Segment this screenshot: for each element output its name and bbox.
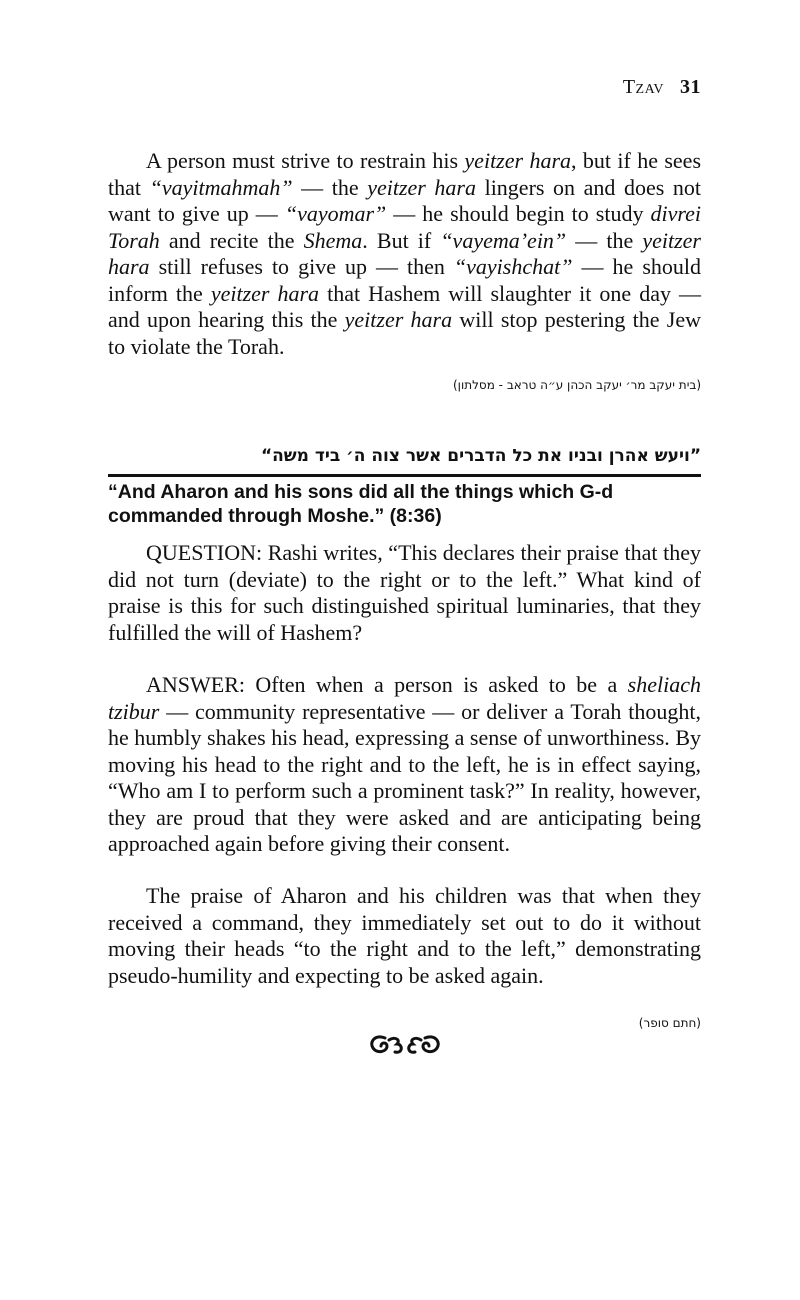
answer-paragraph: ANSWER: Often when a person is asked to be a sheliach tzibur — community representative — or deliver a Torah thought, he humbly shakes his head, expressing a sense of unworthiness. By moving his head to the right and to the left, he is in effect saying, “Who am I to perform such a prominent task?” In reality, however, they are proud that they were asked and are anticipating being approached again before giving their consent.	[108, 672, 701, 856]
italic-term: divrei Torah	[108, 201, 701, 253]
verse-source-citation: (חתם סופר)	[638, 1016, 701, 1030]
italic-term: sheliach tzibur	[108, 672, 701, 724]
intro-paragraph: A person must strive to restrain his yeitzer hara, but if he sees that “vayitmahmah” — the yeitzer hara lingers on and does not want to give up — “vayomar” — he should begin to study divrei Torah and recite the Shema. But if “vayema’ein” — the yeitzer hara still refuses to give up — then “vayishchat” — he should inform the yeitzer hara that Hashem will slaughter it one day — and upon hearing this the yeitzer hara will stop pestering the Jew to violate the Torah.	[108, 148, 702, 359]
fleuron-ornament-icon	[108, 1030, 701, 1067]
fleuron-ornament-svg	[365, 1030, 445, 1060]
conclusion-paragraph: The praise of Aharon and his children was that when they received a command, they immediately set out to do it without moving their heads “to the right and to the left,” demonstrating pseudo-humility and expecting to be asked again.	[108, 883, 701, 988]
hebrew-verse-heading: ”ויעש אהרן ובניו את כל הדברים אשר צוה ה׳ ביד משה“	[260, 446, 701, 466]
question-paragraph: QUESTION: Rashi writes, “This declares their praise that they did not turn (deviate) to the right or to the left.” What kind of praise is this for such distinguished spiritual luminaries, that they fulfilled the will of Hashem?	[108, 540, 701, 645]
italic-term: “vayishchat”	[453, 254, 573, 279]
italic-term: “vayomar”	[284, 201, 387, 226]
intro-source-citation: (בית יעקב מר׳ יעקב הכהן ע״ה טראב - מסלתון)	[453, 378, 701, 392]
running-head-title: Tzav	[622, 76, 664, 98]
english-verse-heading: “And Aharon and his sons did all the things which G-d commanded through Moshe.” (8:36)	[108, 481, 614, 527]
heading-divider	[108, 474, 701, 477]
italic-term: yeitzer hara	[367, 174, 476, 200]
italic-term: “vayitmahmah”	[149, 174, 293, 200]
italic-term: “vayema’ein”	[440, 227, 567, 253]
italic-term: yeitzer hara	[344, 307, 453, 332]
italic-term: yeitzer hara	[108, 227, 701, 279]
italic-term: yeitzer hara	[210, 280, 320, 306]
page-number: 31	[680, 76, 701, 98]
running-head	[623, 76, 701, 99]
italic-term: yeitzer hara	[464, 148, 572, 173]
italic-term: Shema	[303, 227, 363, 253]
